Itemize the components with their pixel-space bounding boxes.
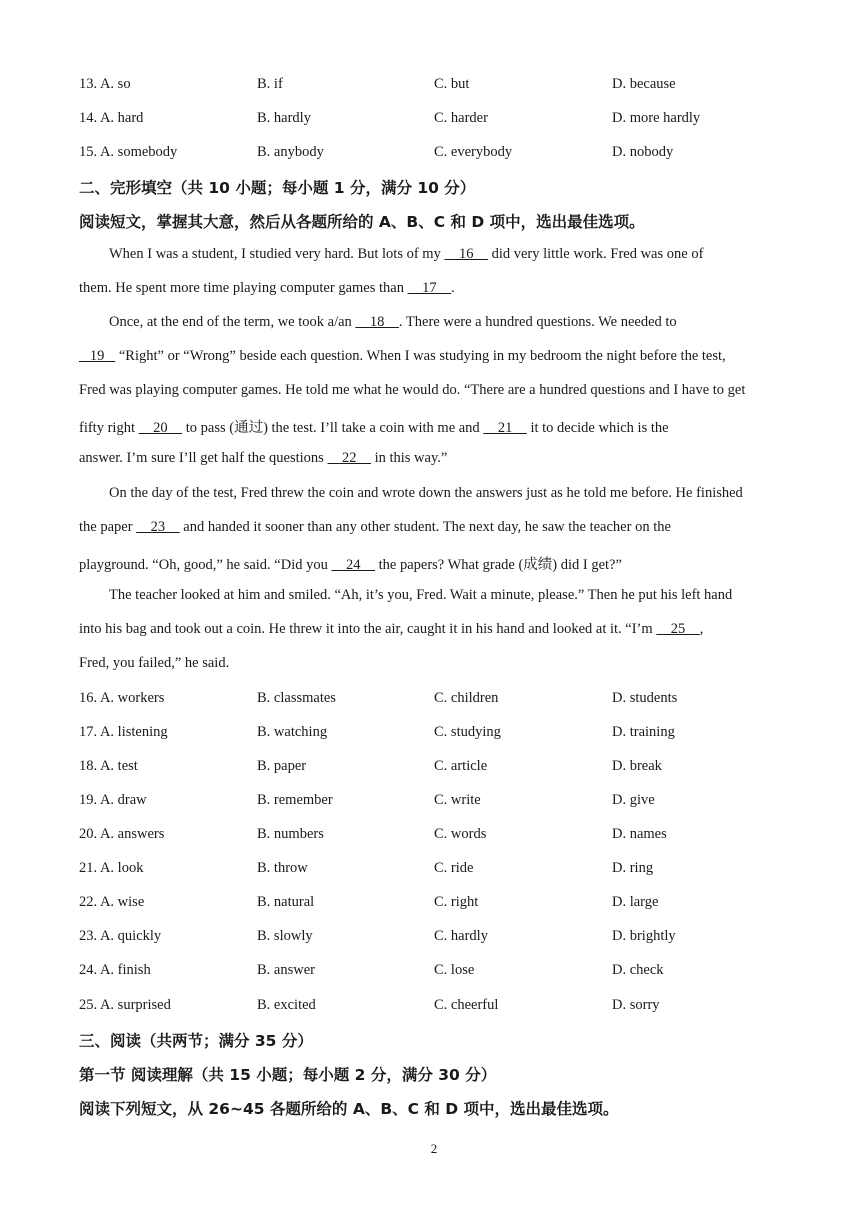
passage-text: Fred was playing computer games. He told me what he would do. “There are a hundred questions and I have to get xyxy=(79,382,746,398)
option-c: C. children xyxy=(434,690,499,706)
passage-text: into his bag and took out a coin. He threw it into the air, caught it in his hand and looked at it. “I’m xyxy=(79,621,657,637)
blank-16: 16 xyxy=(444,246,488,262)
question-18-options xyxy=(79,758,799,778)
section-3-instruction: 阅读下列短文，从 26~45 各题所给的 A、B、C 和 D 项中，选出最佳选项。 xyxy=(79,1100,619,1118)
passage-line xyxy=(79,348,787,368)
option-a: 21. A. look xyxy=(79,860,144,876)
option-c: C. ride xyxy=(434,860,474,876)
passage-text: , xyxy=(699,621,704,637)
passage-line xyxy=(79,450,787,470)
option-c: C. words xyxy=(434,826,487,842)
passage-text: the paper xyxy=(79,519,137,535)
option-c: C. write xyxy=(434,792,481,808)
passage-line xyxy=(109,587,787,607)
option-d: D. large xyxy=(612,894,659,910)
question-17-options xyxy=(79,724,799,744)
option-d: D. because xyxy=(612,76,676,92)
option-d: D. nobody xyxy=(612,144,674,160)
passage-text: to pass (通过) the test. I’ll take a coin with me and xyxy=(182,420,484,436)
blank-22: 22 xyxy=(327,450,371,466)
passage-line xyxy=(79,553,787,573)
option-c: C. hardly xyxy=(434,928,488,944)
passage-text: . xyxy=(451,280,455,296)
option-a: 17. A. listening xyxy=(79,724,168,740)
passage-text: the papers? What grade (成绩) did I get?” xyxy=(375,557,622,573)
blank-23: 23 xyxy=(136,519,180,535)
passage-text: did very little work. Fred was one of xyxy=(487,246,704,262)
option-d: D. brightly xyxy=(612,928,676,944)
option-c: C. lose xyxy=(434,962,475,978)
question-13-options xyxy=(79,76,799,96)
passage-text: The teacher looked at him and smiled. “Ah, it’s you, Fred. Wait a minute, please.” Then he put his left hand xyxy=(109,587,733,603)
option-c: C. article xyxy=(434,758,488,774)
option-d: D. sorry xyxy=(612,997,660,1013)
passage-text: it to decide which is the xyxy=(526,420,669,436)
passage-text: Once, at the end of the term, we took a/an xyxy=(109,314,356,330)
passage-line xyxy=(109,314,787,334)
option-b: B. answer xyxy=(257,962,315,978)
option-d: D. break xyxy=(612,758,662,774)
blank-17: 17 xyxy=(407,280,452,296)
option-b: B. excited xyxy=(257,997,316,1013)
option-b: B. watching xyxy=(257,724,328,740)
option-b: B. numbers xyxy=(257,826,324,842)
option-c: C. cheerful xyxy=(434,997,499,1013)
option-a: 19. A. draw xyxy=(79,792,147,808)
passage-line xyxy=(79,655,787,675)
passage-text: answer. I’m sure I’ll get half the questions xyxy=(79,450,328,466)
section-3-part-1-title: 第一节 阅读理解（共 15 小题；每小题 2 分，满分 30 分） xyxy=(79,1066,497,1084)
passage-text: Fred, you failed,” he said. xyxy=(79,655,230,671)
passage-text: fifty right xyxy=(79,420,139,436)
question-22-options xyxy=(79,894,799,914)
blank-24: 24 xyxy=(331,557,375,573)
question-23-options xyxy=(79,928,799,948)
option-c: C. harder xyxy=(434,110,488,126)
page-number: 2 xyxy=(430,1141,438,1156)
option-c: C. but xyxy=(434,76,470,92)
option-b: B. paper xyxy=(257,758,307,774)
question-21-options xyxy=(79,860,799,880)
blank-25: 25 xyxy=(656,621,700,637)
option-b: B. remember xyxy=(257,792,333,808)
blank-20: 20 xyxy=(138,420,183,436)
blank-19: 19 xyxy=(79,348,116,364)
passage-line xyxy=(109,246,787,266)
question-24-options xyxy=(79,962,799,982)
option-a: 13. A. so xyxy=(79,76,131,92)
passage-line xyxy=(79,621,787,641)
option-a: 16. A. workers xyxy=(79,690,165,706)
question-14-options xyxy=(79,110,799,130)
section-2-instruction: 阅读短文，掌握其大意，然后从各题所给的 A、B、C 和 D 项中，选出最佳选项。 xyxy=(79,213,645,231)
option-c: C. right xyxy=(434,894,479,910)
question-25-options xyxy=(79,997,799,1017)
option-b: B. anybody xyxy=(257,144,324,160)
option-a: 24. A. finish xyxy=(79,962,151,978)
option-d: D. ring xyxy=(612,860,654,876)
passage-line xyxy=(79,416,787,436)
option-b: B. if xyxy=(257,76,283,92)
option-d: D. students xyxy=(612,690,678,706)
passage-text: “Right” or “Wrong” beside each question. When I was studying in my bedroom the night before the test, xyxy=(115,348,726,364)
passage-text: On the day of the test, Fred threw the coin and wrote down the answers just as he told me before. He finished xyxy=(109,485,743,501)
option-a: 20. A. answers xyxy=(79,826,165,842)
passage-text: When I was a student, I studied very hard. But lots of my xyxy=(109,246,445,262)
passage-text: and handed it sooner than any other student. The next day, he saw the teacher on the xyxy=(179,519,671,535)
passage-text: them. He spent more time playing computer games than xyxy=(79,280,408,296)
question-20-options xyxy=(79,826,799,846)
section-2-title: 二、完形填空（共 10 小题；每小题 1 分，满分 10 分） xyxy=(79,179,476,197)
option-a: 22. A. wise xyxy=(79,894,145,910)
option-d: D. training xyxy=(612,724,675,740)
option-a: 15. A. somebody xyxy=(79,144,178,160)
passage-line xyxy=(109,485,787,505)
option-d: D. more hardly xyxy=(612,110,701,126)
option-c: C. everybody xyxy=(434,144,513,160)
option-b: B. hardly xyxy=(257,110,311,126)
option-b: B. natural xyxy=(257,894,315,910)
option-a: 25. A. surprised xyxy=(79,997,171,1013)
passage-text: playground. “Oh, good,” he said. “Did you xyxy=(79,557,332,573)
option-c: C. studying xyxy=(434,724,501,740)
option-a: 23. A. quickly xyxy=(79,928,162,944)
passage-text: . There were a hundred questions. We needed to xyxy=(398,314,677,330)
passage-line xyxy=(79,280,787,300)
option-b: B. throw xyxy=(257,860,308,876)
question-15-options xyxy=(79,144,799,164)
section-3-title: 三、阅读（共两节；满分 35 分） xyxy=(79,1032,313,1050)
option-a: 18. A. test xyxy=(79,758,138,774)
blank-18: 18 xyxy=(355,314,399,330)
option-d: D. check xyxy=(612,962,664,978)
passage-text: in this way.” xyxy=(370,450,448,466)
blank-21: 21 xyxy=(483,420,527,436)
option-b: B. classmates xyxy=(257,690,336,706)
passage-line xyxy=(79,519,787,539)
question-16-options xyxy=(79,690,799,710)
passage-line xyxy=(79,382,787,402)
option-d: D. give xyxy=(612,792,655,808)
option-d: D. names xyxy=(612,826,667,842)
option-a: 14. A. hard xyxy=(79,110,144,126)
question-19-options xyxy=(79,792,799,812)
option-b: B. slowly xyxy=(257,928,313,944)
